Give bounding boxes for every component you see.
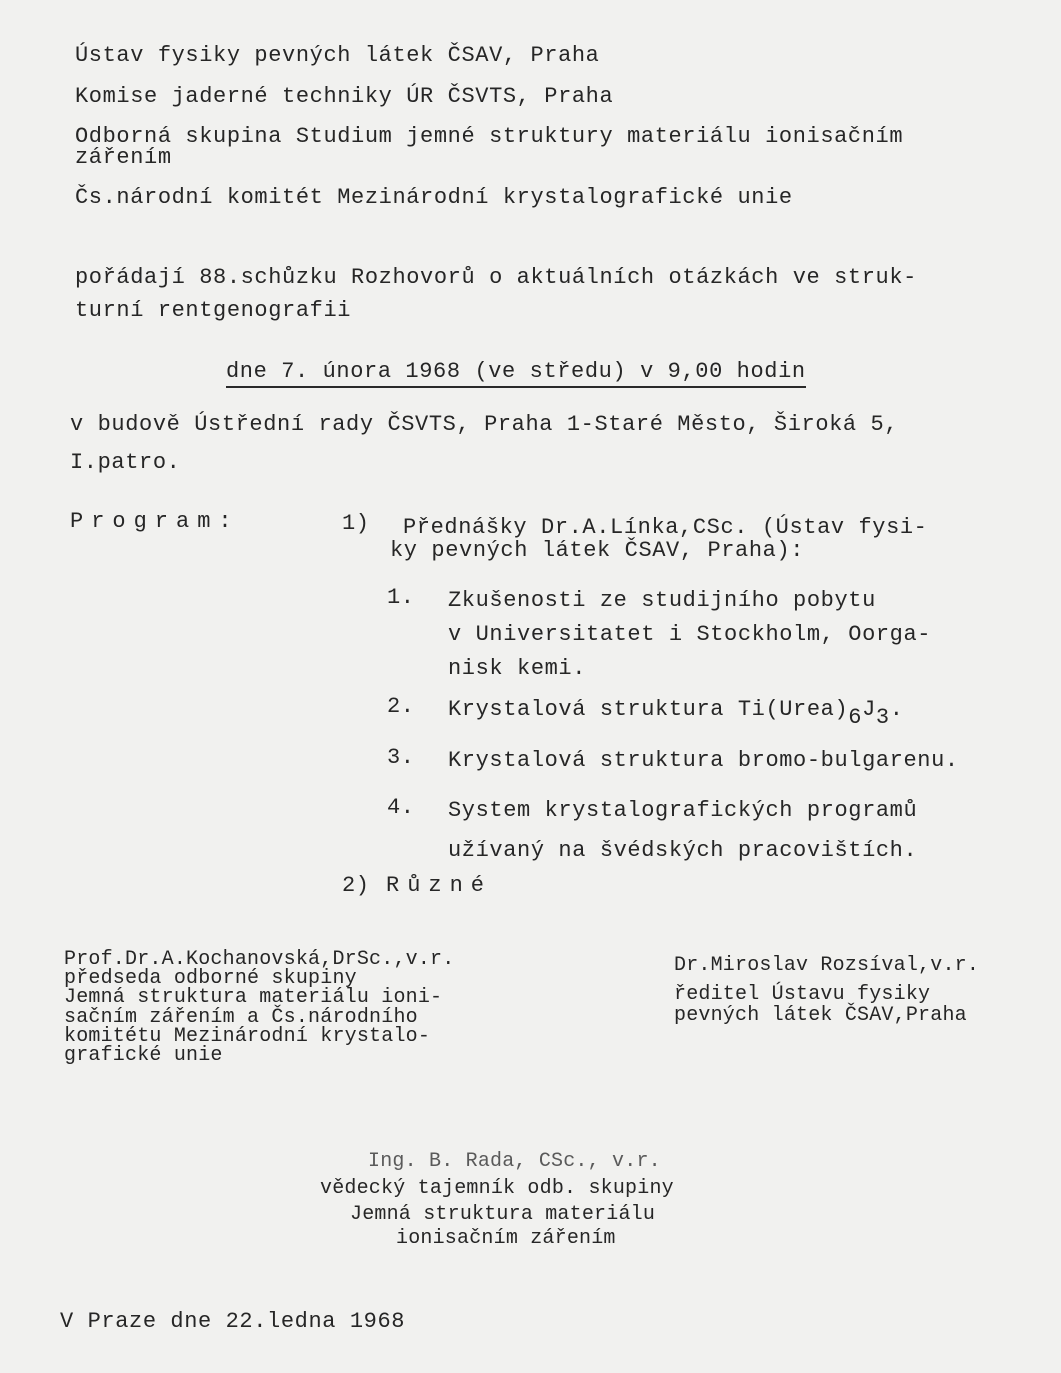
venue-line1: v budově Ústřední rady ČSVTS, Praha 1-Staré Město, Široká 5, — [70, 412, 899, 437]
meeting-date: dne 7. února 1968 (ve středu) v 9,00 hodin — [226, 360, 806, 388]
signature-left-line5: komitétu Mezinárodní krystalo- — [64, 1025, 431, 1048]
signature-left-line6: grafické unie — [64, 1044, 223, 1067]
organizer-3-line1: Odborná skupina Studium jemné struktury materiálu ionisačním — [75, 124, 904, 149]
lecture-3-line1: Krystalová struktura bromo-bulgarenu. — [448, 748, 959, 773]
lecture-1-line1: Zkušenosti ze studijního pobytu — [448, 588, 876, 613]
lecture-4-number: 4. — [387, 795, 415, 820]
footer-place-date: V Praze dne 22.ledna 1968 — [60, 1309, 406, 1334]
signature-right-line3: pevných látek ČSAV,Praha — [674, 1004, 967, 1027]
lecture-1-number: 1. — [387, 585, 415, 610]
signature-right-line1: Dr.Miroslav Rozsíval,v.r. — [674, 954, 980, 977]
lecture-2-text: Krystalová struktura Ti(Urea) — [448, 697, 849, 722]
lecture-2-number: 2. — [387, 694, 415, 719]
lecture-3-number: 3. — [387, 745, 415, 770]
program-item1-line1: Přednášky Dr.A.Línka,CSc. (Ústav fysi- — [403, 515, 928, 540]
program-item1-line2: ky pevných látek ČSAV, Praha): — [390, 538, 805, 563]
lecture-4-line2: užívaný na švédských pracovištích. — [448, 838, 918, 863]
intro-line2: turní rentgenografii — [75, 298, 352, 323]
lecture-1-line3: nisk kemi. — [448, 656, 587, 681]
lecture-2-end: . — [889, 697, 904, 722]
lecture-2-mid: J — [862, 697, 876, 722]
program-item2-label: Různé — [386, 873, 493, 898]
signature-center-line1: Ing. B. Rada, CSc., v.r. — [368, 1150, 661, 1173]
program-item1-number: 1) — [342, 511, 370, 536]
signature-center-line2: vědecký tajemník odb. skupiny — [320, 1177, 674, 1200]
organizer-3-line2: zářením — [75, 145, 172, 170]
lecture-2-subscript-2: 3 — [875, 705, 890, 730]
signature-center-line4: ionisačním zářením — [396, 1227, 616, 1250]
signature-left-line1: Prof.Dr.A.Kochanovská,DrSc.,v.r. — [64, 948, 455, 971]
lecture-2-title — [448, 697, 904, 730]
signature-left-line3: Jemná struktura materiálu ioni- — [64, 986, 443, 1009]
signature-left-line2: předseda odborné skupiny — [64, 967, 357, 990]
lecture-1-line2: v Universitatet i Stockholm, Oorga- — [448, 622, 932, 647]
lecture-2-subscript-1: 6 — [848, 705, 863, 730]
signature-left-line4: sačním zářením a Čs.národního — [64, 1006, 418, 1029]
organizer-1: Ústav fysiky pevných látek ČSAV, Praha — [75, 43, 600, 68]
program-label: Program: — [70, 509, 240, 534]
intro-line1: pořádají 88.schůzku Rozhovorů o aktuálních otázkách ve struk- — [75, 265, 917, 290]
organizer-4: Čs.národní komitét Mezinárodní krystalografické unie — [75, 185, 793, 210]
venue-line2: I.patro. — [70, 450, 181, 475]
signature-right-line2: ředitel Ústavu fysiky — [674, 983, 931, 1006]
lecture-4-line1: System krystalografických programů — [448, 798, 918, 823]
program-item2-number: 2) — [342, 873, 370, 898]
signature-center-line3: Jemná struktura materiálu — [350, 1203, 656, 1226]
organizer-2: Komise jaderné techniky ÚR ČSVTS, Praha — [75, 84, 614, 109]
